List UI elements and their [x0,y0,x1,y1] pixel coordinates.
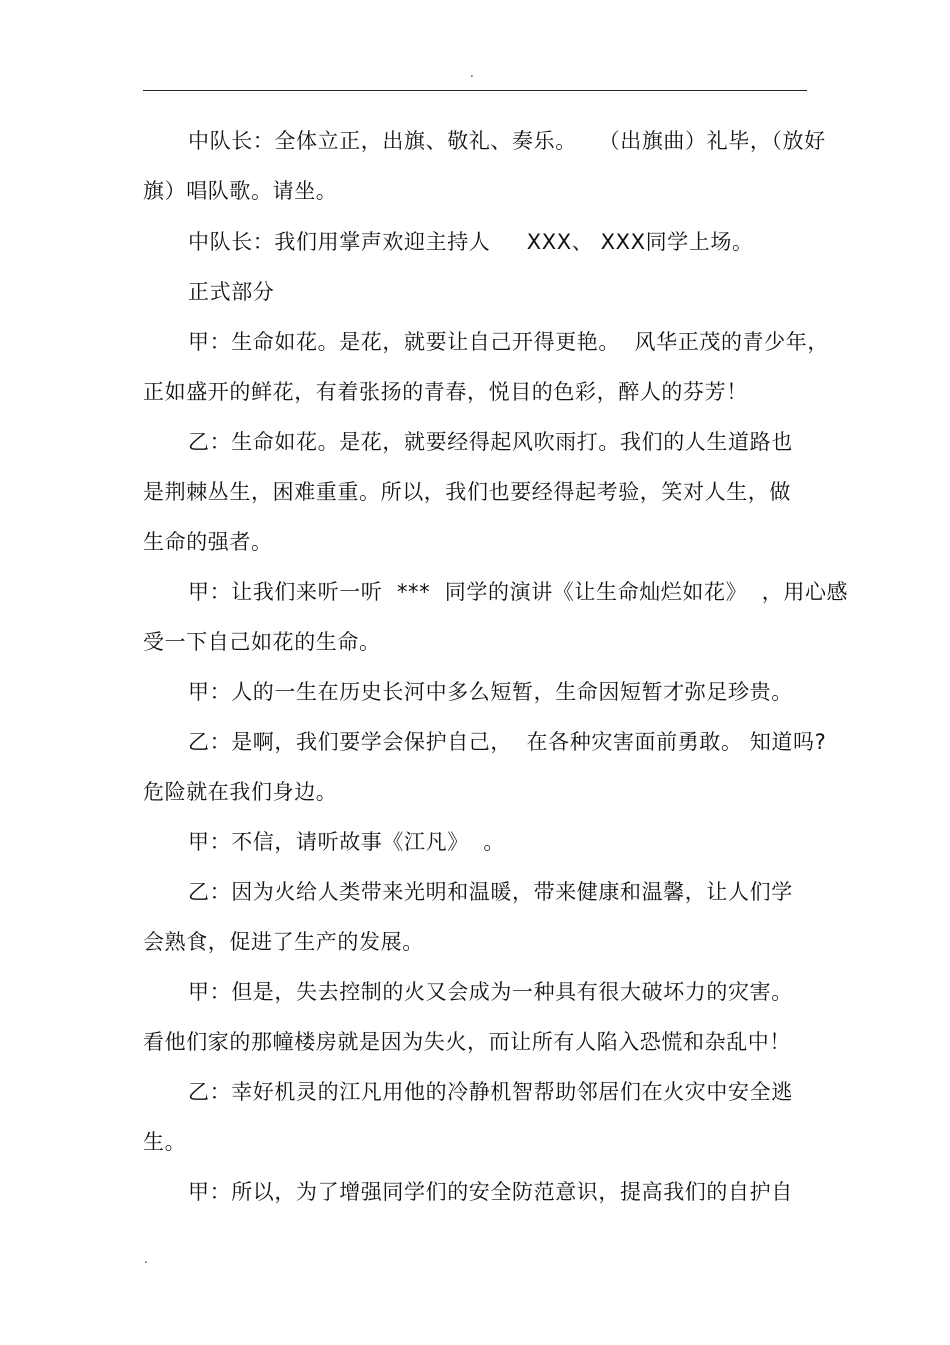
paragraph-line: 生命的强者。 [143,530,273,554]
paragraph-line: 危险就在我们身边。 [143,780,338,804]
footer-mark: . [144,1252,148,1266]
paragraph-line: 甲：不信，请听故事《江凡》 。 [188,830,505,854]
paragraph-line: 旗）唱队歌。请坐。 [143,179,338,203]
paragraph-line: 看他们家的那幢楼房就是因为失火，而让所有人陷入恐慌和杂乱中！ [143,1030,791,1054]
paragraph-line: 甲：所以，为了增强同学们的安全防范意识，提高我们的自护自 [188,1180,793,1204]
paragraph-line: 会熟食，促进了生产的发展。 [143,930,424,954]
header-rule [143,90,807,91]
paragraph-line: 乙：生命如花。是花，就要经得起风吹雨打。我们的人生道路也 [188,430,793,454]
paragraph-line: 受一下自己如花的生命。 [143,630,381,654]
paragraph-line: 中队长：全体立正，出旗、敬礼、奏乐。 （出旗曲）礼毕，（放好 [188,129,826,153]
paragraph-line: 乙：因为火给人类带来光明和温暖，带来健康和温馨，让人们学 [188,880,793,904]
paragraph-line: 乙：是啊，我们要学会保护自己， 在各种灾害面前勇敢。 知道吗? [188,730,827,754]
paragraph-line: 甲：让我们来听一听 *** 同学的演讲《让生命灿烂如花》 ，用心感 [188,580,849,604]
paragraph-line: 甲：人的一生在历史长河中多么短暂，生命因短暂才弥足珍贵。 [188,680,793,704]
header-mark: . [470,66,474,80]
section-heading: 正式部分 [188,280,275,304]
paragraph-line: 生。 [143,1130,187,1154]
paragraph-line: 是荆棘丛生，困难重重。所以，我们也要经得起考验，笑对人生，做 [143,480,791,504]
paragraph-line: 中队长：我们用掌声欢迎主持人 XXX、 XXX同学上场。 [188,230,754,254]
paragraph-line: 正如盛开的鲜花，有着张扬的青春，悦目的色彩，醉人的芬芳！ [143,380,748,404]
paragraph-line: 乙：幸好机灵的江凡用他的冷静机智帮助邻居们在火灾中安全逃 [188,1080,793,1104]
paragraph-line: 甲：但是，失去控制的火又会成为一种具有很大破坏力的灾害。 [188,980,793,1004]
paragraph-line: 甲：生命如花。是花，就要让自己开得更艳。 风华正茂的青少年， [188,330,829,354]
